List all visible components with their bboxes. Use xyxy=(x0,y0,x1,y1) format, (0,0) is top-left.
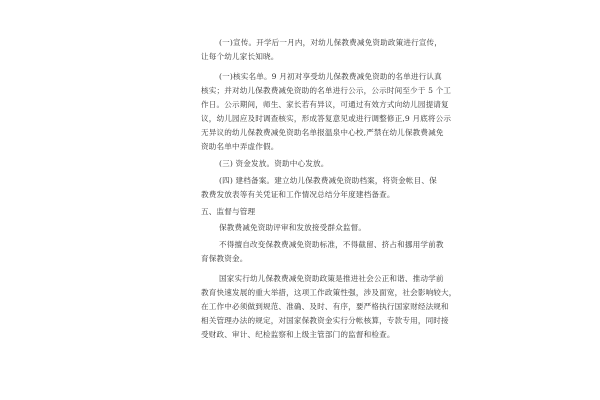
text-line: 不得擅自改变保教费减免资助标准，不得截留、挤占和挪用学前教 xyxy=(219,240,444,249)
text-line: 核实；并对幼儿保教费减免资助的名单进行公示，公示时间至少于 5 个工 xyxy=(201,86,452,95)
text-line: 让每个幼儿家长知晓。 xyxy=(201,52,279,61)
text-line: 国家实行幼儿保教费减免资助政策是推进社会公正和谐、推动学前 xyxy=(219,274,444,283)
text-line: (一)核实名单。9 月初对享受幼儿保教费减免资助的名单进行认真 xyxy=(219,72,442,81)
text-line: 资助名单中弄虚作假。 xyxy=(201,142,279,151)
text-line: 作日。公示期间，师生、家长若有异议，可通过有效方式向幼儿园提请复 xyxy=(201,100,449,109)
text-line: 议，幼儿园应及时调查核实，形成答复意见或进行调整修正,9 月底将公示 xyxy=(201,114,452,123)
text-line: 受财政、审计、纪检监察和上级主管部门的监督和检查。 xyxy=(201,330,395,339)
text-line: 教费发放表等有关凭证和工作情况总结分年度建档备查。 xyxy=(201,190,395,199)
text-line: 育保教资金。 xyxy=(201,254,248,263)
text-line: 在工作中必须做到规范、准确、及时、有序，要严格执行国家财经法规和 xyxy=(201,302,449,311)
text-line: (四) 建档备案。建立幼儿保教费减免资助档案，将资金帐目、保 xyxy=(219,176,437,185)
text-line: 保教费减免资助评审和发放接受群众监督。 xyxy=(219,223,367,232)
text-line: 相关管理办法的规定，对国家保教资金实行分帐核算，专款专用，同时接 xyxy=(201,316,449,325)
text-line: 教育快速发展的重大举措，这项工作政策性强，涉及面宽，社会影响较大， xyxy=(201,288,457,297)
text-line: (一)宣传。开学后一月内，对幼儿保教费减免资助政策进行宣传， xyxy=(219,38,443,47)
section-heading: 五、监督与管理 xyxy=(201,207,256,216)
text-line: 无异议的幼儿保教费减免资助名单报温泉中心校,严禁在幼儿保教费减免 xyxy=(201,128,444,137)
text-line: (三) 资金发放。资助中心发放。 xyxy=(219,159,329,168)
